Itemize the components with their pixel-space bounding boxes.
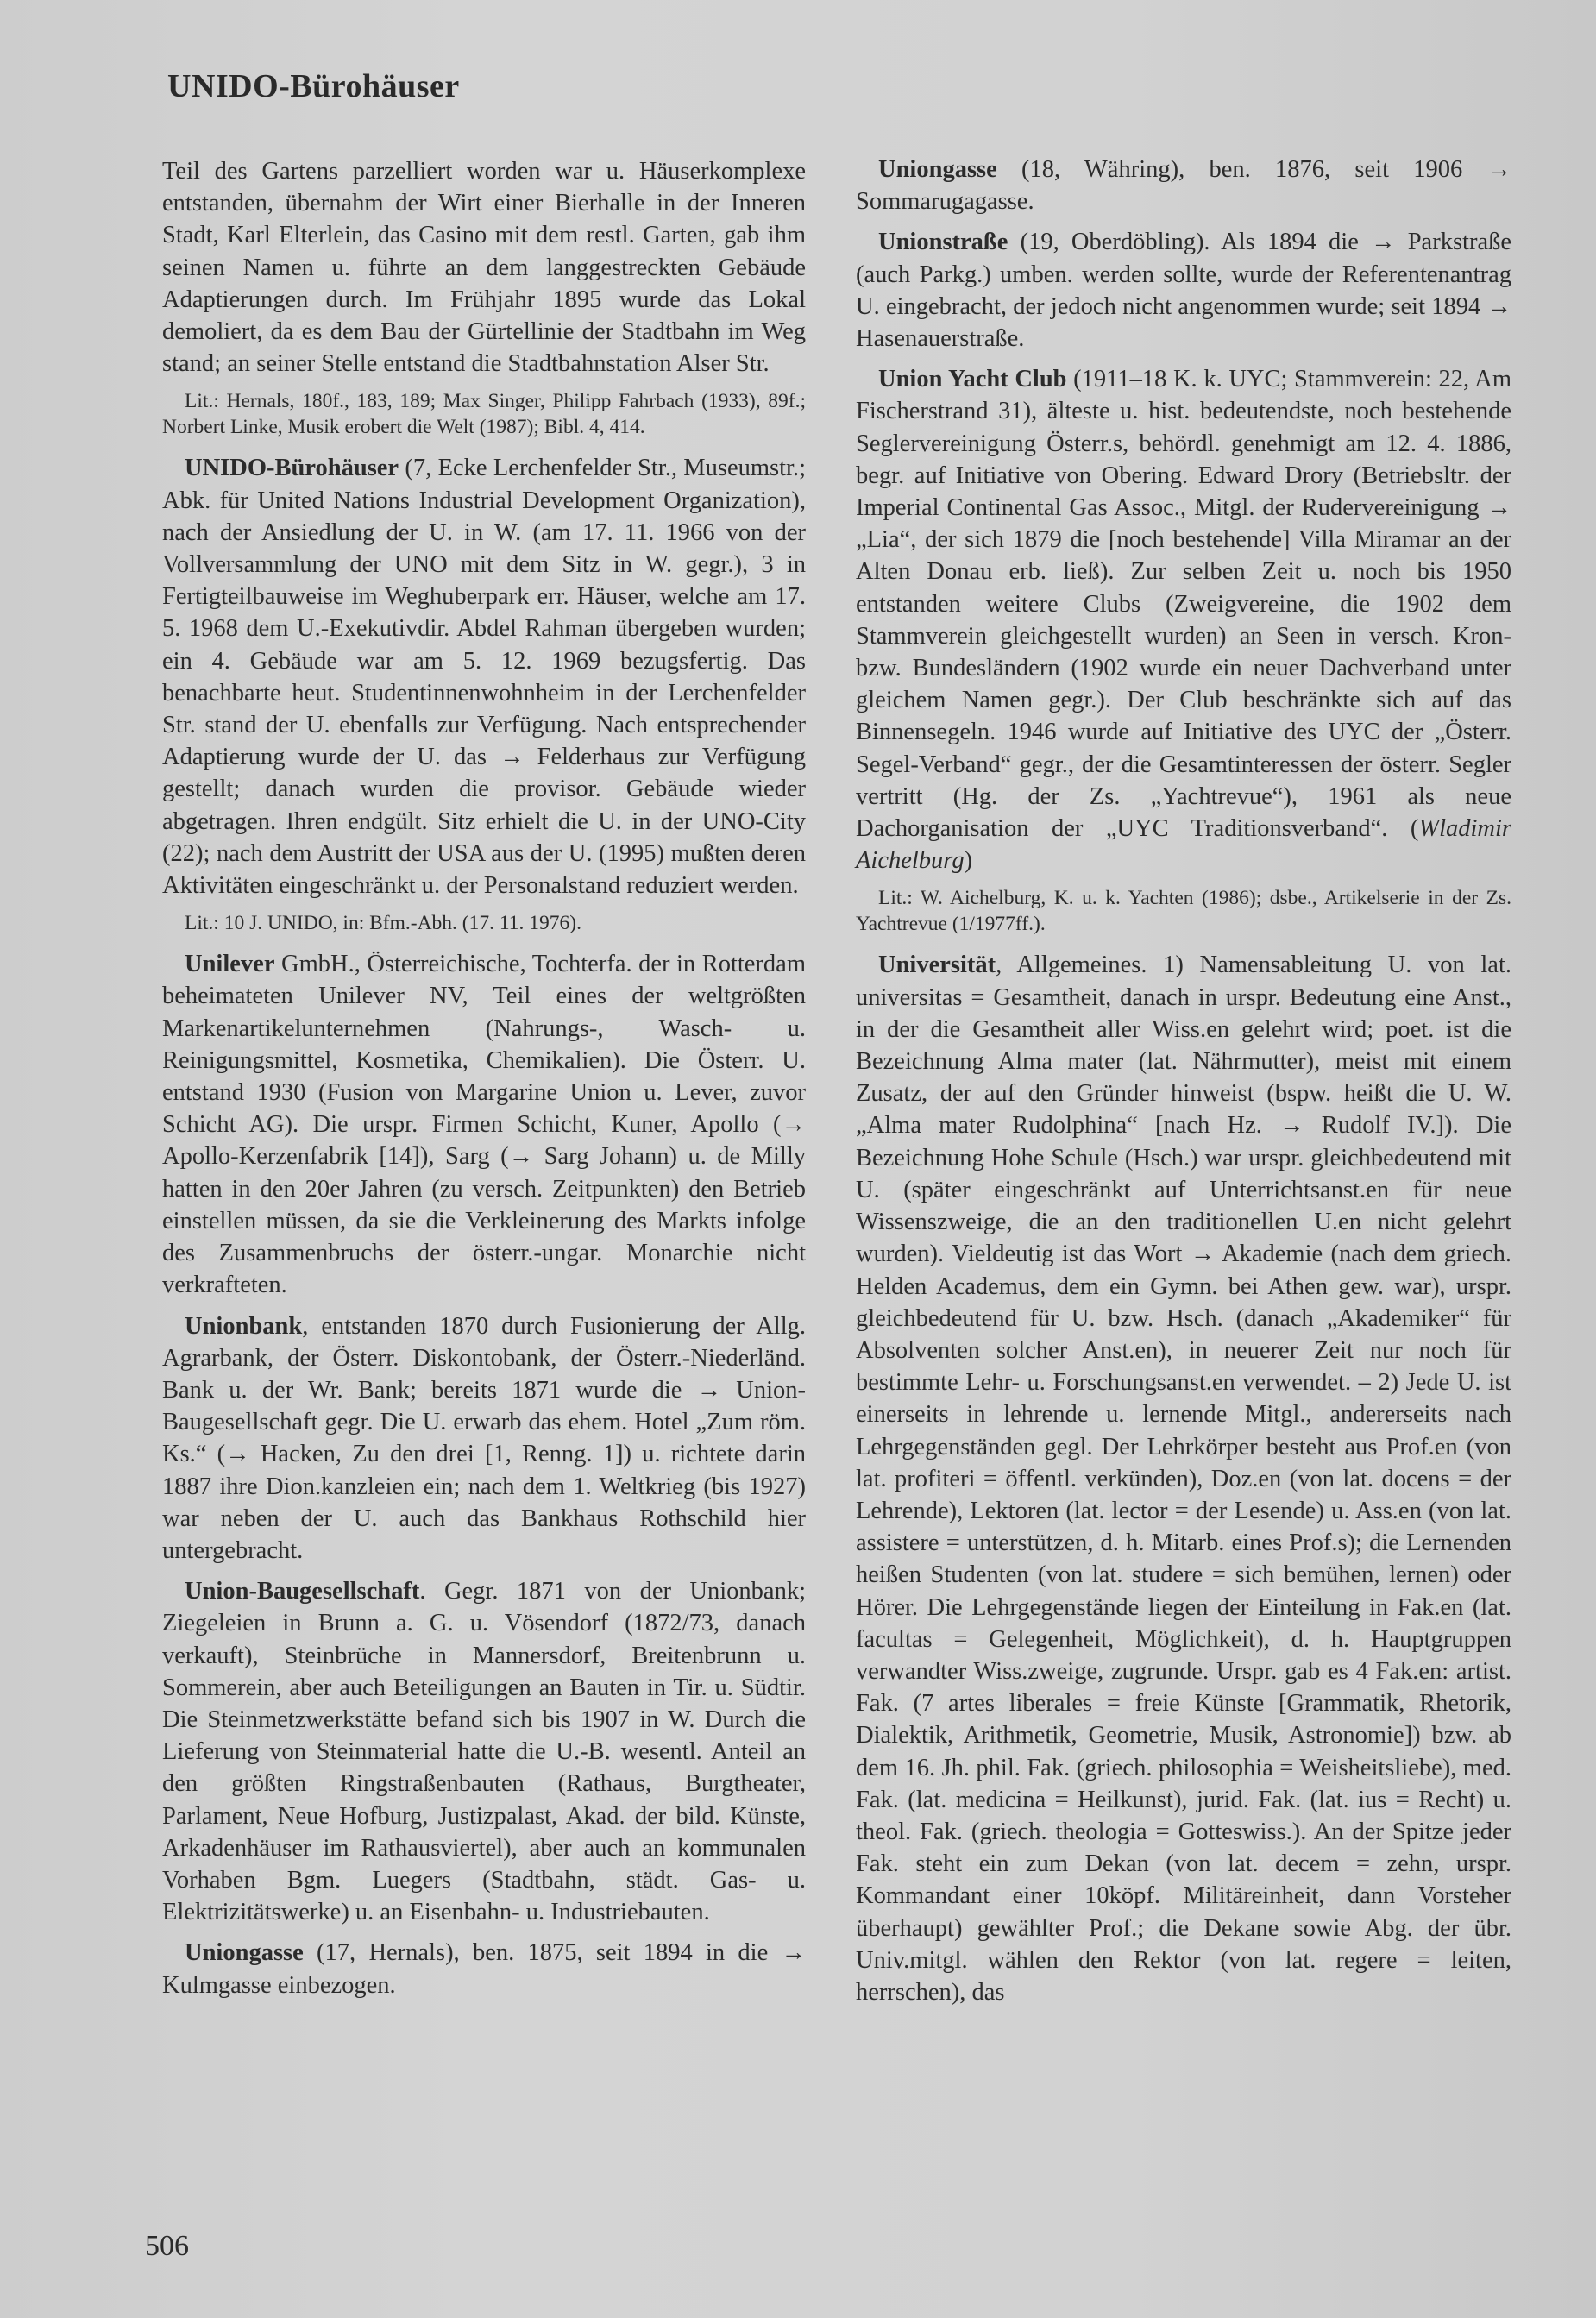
right-column — [856, 154, 1511, 2017]
headword: UNIDO-Bürohäuser — [185, 455, 399, 482]
running-head: UNIDO-Bürohäuser — [167, 68, 460, 104]
entry-text: (7, Ecke Lerchenfelder Str., Museumstr.; Abk. für United Nations Industrial Development Organization), nach der Ansiedlung der U. in W. (am 17. 11. 1966 von der Vollversammlung der UNO mit dem Sitz in W. gegr.), 3 in Fertigteilbauweise im Weghuberpark err. Häuser, welche am 17. 5. 1968 dem U.-Exekutivdir. Abdel Rahman übergeben wurden; ein 4. Gebäude war am 5. 12. 1969 bezugsfertig. Das benachbarte heut. Studentinnenwohnheim in der Lerchenfelder Str. stand der U. ebenfalls zur Verfügung. Nach entsprechender Adaptierung wurde der U. das → Felderhaus zur Verfügung gestellt; danach wurden die provisor. Gebäude wieder abgetragen. Ihren endgült. Sitz erhielt die U. in der UNO-City (22); nach dem Austritt der USA aus der U. (1995) mußten deren Aktivitäten eingeschränkt u. der Personalstand reduziert werden. — [162, 455, 806, 900]
literature-reference: Lit.: W. Aichelburg, K. u. k. Yachten (1986); dsbe., Artikelserie in der Zs. Yachtrevue (1/1977ff.). — [856, 887, 1511, 936]
entry-unionstrasse — [856, 226, 1511, 355]
entry-universitaet — [856, 949, 1511, 2008]
entry-unido — [162, 452, 806, 901]
entry-text: GmbH., Österreichische, Tochterfa. der in Rotterdam beheimateten Unilever NV, Teil eines der weltgrößten Markenartikelunternehmen (Nahrungs-, Wasch- u. Reinigungsmittel, Kosmetika, Chemikalien). Die Österr. U. entstand 1930 (Fusion von Margarine Union u. Lever, zuvor Schicht AG). Die urspr. Firmen Schicht, Kuner, Apollo (→ Apollo-Kerzenfabrik [14]), Sarg (→ Sarg Johann) u. de Milly hatten in den 20er Jahren (zu versch. Zeitpunkten) den Betrieb einstellen müssen, da sie die Verkleinerung des Markts infolge des Zusammenbruchs der österr.-ungar. Monarchie nicht verkrafteten. — [162, 951, 806, 1299]
entry-text: , Allgemeines. 1) Namensableitung U. von lat. universitas = Gesamtheit, danach in urspr. Bedeutung eine Anst., in der die Gesamtheit aller Wiss.en gelehrt wird; poet. ist die Bezeichnung Alma mater (lat. Nährmutter), meist mit einem Zusatz, der auf den Gründer hinweist (bspw. heißt die U. W. „Alma mater Rudolphina“ [nach Hz. → Rudolf IV.]). Die Bezeichnung Hohe Schule (Hsch.) war urspr. gleichbedeutend mit U. (später eingeschränkt auf Unterrichtsanst.en für neue Wissenszweige, die an den traditionellen U.en nicht gelehrt wurden). Vieldeutig ist das Wort → Akademie (nach dem griech. Helden Academus, dem ein Gymn. bei Athen gew. war), urspr. gleichbedeutend für U. bzw. Hsch. (danach „Akademiker“ für Absolventen solcher Anst.en), in neuerer Zeit nur noch für bestimmte Lehr- u. Forschungsanst.en verwendet. – 2) Jede U. ist einerseits in lehrende u. lernende Mitgl., andererseits nach Lehrgegenständen gegl. Der Lehrkörper besteht aus Prof.en (von lat. profiteri = öffentl. verkünden), Doz.en (von lat. docens = der Lehrende), Lektoren (lat. lector = der Lesende) u. Ass.en (von lat. assistere = unterstützen, d. h. Mitarb. eines Prof.s); die Lernenden heißen Studenten (von lat. studere = sich bemühen, lernen) oder Hörer. Die Lehrgegenstände liegen der Einteilung in Fak.en (lat. facultas = Gelegenheit, Möglichkeit), d. h. Hauptgruppen verwandter Wiss.zweige, zugrunde. Urspr. gab es 4 Fak.en: artist. Fak. (7 artes liberales = freie Künste [Grammatik, Rhetorik, Dialektik, Arithmetik, Geometrie, Musik, Astronomie]) bzw. ab dem 16. Jh. phil. Fak. (griech. philosophia = Weisheitsliebe), med. Fak. (lat. medicina = Heilkunst), jurid. Fak. (lat. ius = Recht) u. theol. Fak. (griech. theologia = Gotteswiss.). An der Spitze jeder Fak. steht ein zum Dekan (von lat. decem = zehn, urspr. Kommandant einer 10köpf. Militäreinheit, dann Vorsteher überhaupt) gewählter Prof.; die Dekane sowie Abg. der übr. Univ.mitgl. wählen den Rektor (von lat. regere = leiten, herrschen), das — [856, 952, 1511, 2006]
page-number: 506 — [145, 2230, 189, 2262]
literature-reference: Lit.: Hernals, 180f., 183, 189; Max Singer, Philipp Fahrbach (1933), 89f.; Norbert Linke, Musik erobert die Welt (1987); Bibl. 4, 414. — [162, 390, 806, 439]
entry-uniongasse-17 — [162, 1937, 806, 2001]
entry-text: , entstanden 1870 durch Fusionierung der Allg. Agrarbank, der Österr. Diskontobank, der Österr.-Niederländ. Bank u. der Wr. Bank; bereits 1871 wurde die → Union-Baugesellschaft gegr. Die U. erwarb das ehem. Hotel „Zum röm. Ks.“ (→ Hacken, Zu den drei [1, Renng. 1]) u. richtete darin 1887 ihre Dion.kanzleien ein; nach dem 1. Weltkrieg (bis 1927) war neben der U. auch das Bankhaus Rothschild hier untergebracht. — [162, 1312, 806, 1564]
entry-union-yacht-club — [856, 363, 1511, 876]
entry-text: (17, Hernals), ben. 1875, seit 1894 in die → Kulmgasse einbezogen. — [162, 1939, 806, 1999]
entry-text-end: ) — [964, 847, 973, 875]
headword: Uniongasse — [878, 156, 997, 183]
literature-reference: Lit.: 10 J. UNIDO, in: Bfm.-Abh. (17. 11. 1976). — [185, 912, 581, 935]
entry-text: (19, Oberdöbling). Als 1894 die → Parkstraße (auch Parkg.) umben. werden sollte, wurde der Referentenantrag U. eingebracht, der jedoch nicht angenommen wurde; seit 1894 → Hasenauerstraße. — [856, 229, 1511, 353]
left-column — [162, 155, 806, 2010]
entry-text: . Gegr. 1871 von der Unionbank; Ziegeleien in Brunn a. G. u. Vösendorf (1872/73, danach verkauft), Steinbrüche in Mannersdorf, Breitenbrunn u. Sommerein, aber auch Beteiligungen an Bauten in Tir. u. Südtir. Die Steinmetzwerkstätte befand sich bis 1907 in W. Durch die Lieferung von Steinmaterial hatte die U.-B. wesentl. Anteil an den größten Ringstraßenbauten (Rathaus, Burgtheater, Parlament, Neue Hofburg, Justizpalast, Akad. der bild. Künste, Arkadenhäuser im Rathausviertel), aber auch an kommunalen Vorhaben Bgm. Luegers (Stadtbahn, städt. Gas- u. Elektrizitätswerke) u. an Eisenbahn- u. Industriebauten. — [162, 1578, 806, 1926]
headword: Unionbank — [185, 1312, 303, 1340]
headword: Union Yacht Club — [878, 366, 1067, 393]
headword: Unilever — [185, 951, 275, 978]
author-signature: Wladimir Aichelburg — [856, 815, 1511, 875]
headword: Uniongasse — [185, 1939, 304, 1967]
headword: Union-Baugesellschaft — [185, 1578, 420, 1605]
entry-unionbank — [162, 1310, 806, 1567]
entry-union-baugesellschaft — [162, 1575, 806, 1928]
headword: Unionstraße — [878, 229, 1008, 256]
entry-text: (18, Währing), ben. 1876, seit 1906 → Sommarugagasse. — [856, 156, 1511, 216]
headword: Universität — [878, 952, 996, 979]
paragraph-continuation: Teil des Gartens parzelliert worden war u. Häuserkomplexe entstanden, übernahm der Wirt einer Bierhalle in der Inneren Stadt, Karl Elterlein, das Casino mit dem restl. Garten, gab ihm seinen Namen u. führte an dem langgestreckten Gebäude Adaptierungen durch. Im Frühjahr 1895 wurde das Lokal demoliert, da es dem Bau der Gürtellinie der Stadtbahn im Weg stand; an seiner Stelle entstand die Stadtbahnstation Alser Str. — [162, 158, 806, 378]
entry-unilever — [162, 948, 806, 1301]
entry-text: (1911–18 K. k. UYC; Stammverein: 22, Am Fischerstrand 31), älteste u. hist. bedeutendste, noch bestehende Seglervereinigung Österr.s, behördl. genehmigt am 12. 4. 1886, begr. auf Initiative von Obering. Edward Drory (Betriebsltr. der Imperial Continental Gas Assoc., Mitgl. der Rudervereinigung → „Lia“, der sich 1879 die [noch bestehende] Villa Miramar an der Alten Donau erb. ließ). Zur selben Zeit u. noch bis 1950 entstanden weitere Clubs (Zweigvereine, die 1902 dem Stammverein gleichgestellt wurden) an Seen in versch. Kron- bzw. Bundesländern (1902 wurde ein neuer Dachverband unter gleichem Namen gegr.). Der Club beschränkte sich auf das Binnensegeln. 1946 wurde auf Initiative des UYC der „Österr. Segel-Verband“ gegr., der die Gesamtinteressen der österr. Segler vertritt (Hg. der Zs. „Yachtrevue“), 1961 als neue Dachorganisation der „UYC Traditionsverband“. ( — [856, 366, 1511, 843]
entry-uniongasse-18 — [856, 154, 1511, 217]
